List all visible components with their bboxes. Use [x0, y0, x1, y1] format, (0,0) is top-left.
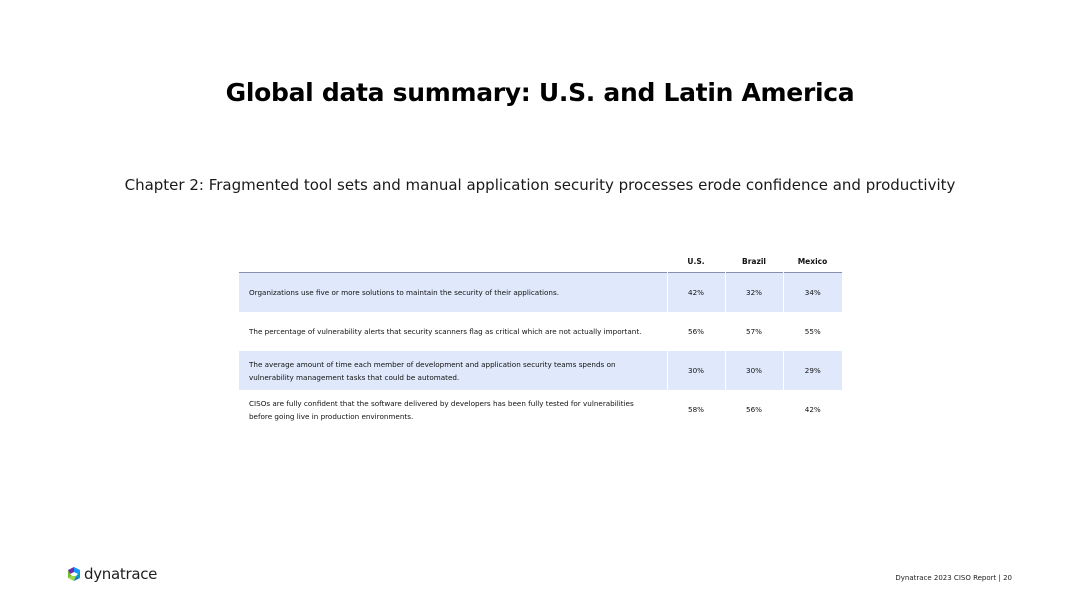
dynatrace-logo-icon [66, 566, 82, 582]
table-row [239, 390, 842, 429]
footer-page-label: Dynatrace 2023 CISO Report | 20 [895, 574, 1012, 582]
value-us: 42% [667, 273, 725, 313]
column-header-metric [239, 250, 667, 273]
table-header-row [239, 250, 842, 273]
chapter-subtitle: Chapter 2: Fragmented tool sets and manual application security processes erode confidence and productivity [124, 176, 956, 194]
value-brazil: 56% [725, 390, 783, 429]
value-mexico: 42% [783, 390, 842, 429]
table-row [239, 312, 842, 351]
summary-table [239, 250, 842, 429]
row-label: CISOs are fully confident that the software delivered by developers has been fully tested for vulnerabilities before going live in production environments. [249, 398, 634, 421]
dynatrace-logo [66, 564, 157, 584]
dynatrace-logo-text: dynatrace [84, 565, 158, 583]
column-header-us: U.S. [687, 256, 705, 266]
table-row [239, 273, 842, 313]
column-header-brazil: Brazil [742, 256, 766, 266]
value-mexico: 55% [783, 312, 842, 351]
value-us: 58% [667, 390, 725, 429]
page-title: Global data summary: U.S. and Latin America [225, 78, 855, 107]
summary-table-container [239, 250, 842, 429]
row-label: Organizations use five or more solutions to maintain the security of their applications. [239, 273, 667, 313]
value-brazil: 57% [725, 312, 783, 351]
value-brazil: 30% [725, 351, 783, 390]
value-mexico: 29% [783, 351, 842, 390]
column-header-mexico: Mexico [797, 256, 828, 266]
value-us: 30% [667, 351, 725, 390]
value-us: 56% [667, 312, 725, 351]
row-label: The average amount of time each member of development and application security teams spends on vulnerability management tasks that could be automated. [239, 351, 667, 390]
value-brazil: 32% [725, 273, 783, 313]
value-mexico: 34% [783, 273, 842, 313]
row-label: The percentage of vulnerability alerts that security scanners flag as critical which are not actually important. [249, 327, 642, 336]
table-row [239, 351, 842, 390]
